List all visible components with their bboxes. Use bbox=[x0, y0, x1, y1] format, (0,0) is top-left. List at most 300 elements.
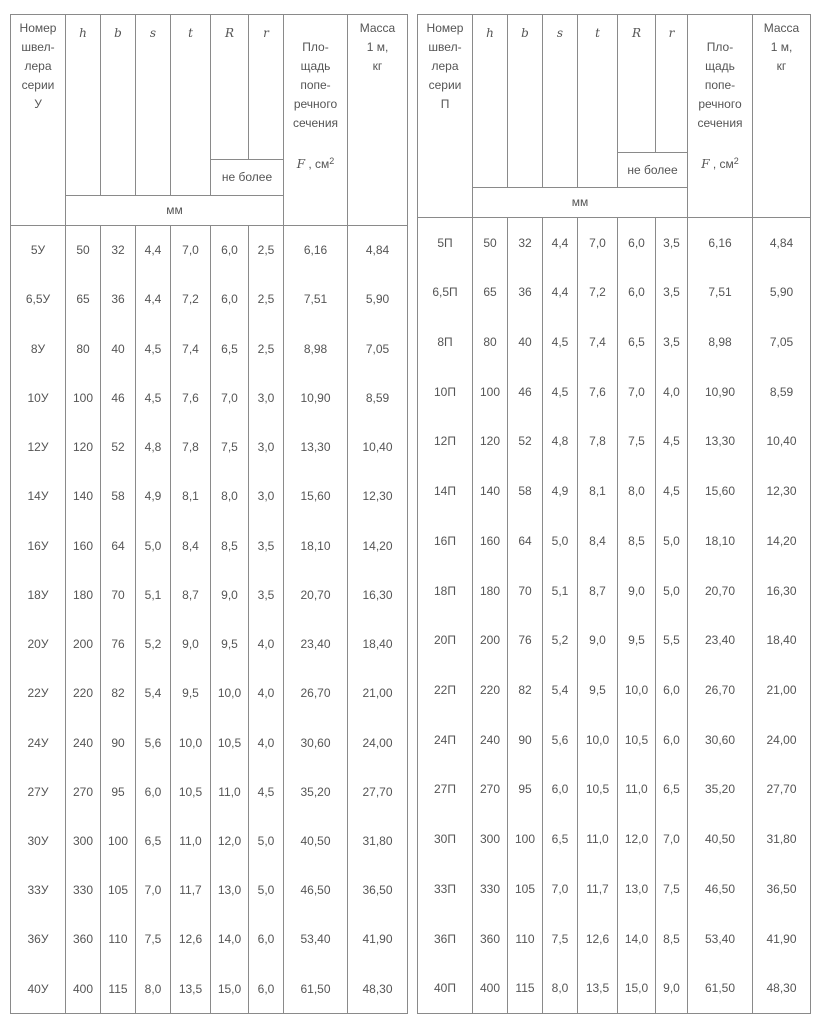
cell-r: 4,5 bbox=[656, 466, 688, 516]
cell-b: 105 bbox=[508, 864, 543, 914]
cell-mass: 5,90 bbox=[348, 275, 408, 324]
table-row bbox=[418, 914, 811, 964]
cell-number: 20У bbox=[11, 619, 66, 668]
cell-number: 14П bbox=[418, 466, 473, 516]
cell-r: 5,0 bbox=[249, 866, 284, 915]
cell-number: 27П bbox=[418, 765, 473, 815]
cell-area: 46,50 bbox=[688, 864, 753, 914]
cell-t: 13,5 bbox=[578, 964, 618, 1014]
cell-R: 7,0 bbox=[618, 367, 656, 417]
cell-s: 5,0 bbox=[543, 516, 578, 566]
cell-h: 65 bbox=[473, 267, 508, 317]
cell-number: 40П bbox=[418, 964, 473, 1014]
cell-s: 5,4 bbox=[543, 665, 578, 715]
cell-area: 30,60 bbox=[688, 715, 753, 765]
cell-mass: 8,59 bbox=[348, 373, 408, 422]
cell-mass: 18,40 bbox=[348, 619, 408, 668]
cell-mass: 16,30 bbox=[348, 570, 408, 619]
cell-area: 6,16 bbox=[688, 218, 753, 268]
cell-t: 7,8 bbox=[171, 422, 211, 471]
cell-R: 10,5 bbox=[618, 715, 656, 765]
cell-t: 10,0 bbox=[171, 718, 211, 767]
header-no-more: не более bbox=[618, 153, 688, 188]
cell-t: 7,8 bbox=[578, 416, 618, 466]
cell-s: 5,0 bbox=[136, 521, 171, 570]
cell-b: 100 bbox=[508, 814, 543, 864]
cell-t: 11,0 bbox=[578, 814, 618, 864]
cell-b: 105 bbox=[101, 866, 136, 915]
cell-mass: 31,80 bbox=[348, 816, 408, 865]
cell-number: 24У bbox=[11, 718, 66, 767]
cell-t: 9,5 bbox=[171, 669, 211, 718]
cell-b: 64 bbox=[508, 516, 543, 566]
table-row bbox=[11, 472, 408, 521]
cell-r: 4,0 bbox=[249, 619, 284, 668]
cell-t: 11,0 bbox=[171, 816, 211, 865]
cell-area: 13,30 bbox=[688, 416, 753, 466]
header-number: Номер швел- лера серии У bbox=[11, 15, 66, 226]
cell-area: 23,40 bbox=[688, 615, 753, 665]
cell-s: 4,8 bbox=[136, 422, 171, 471]
cell-R: 8,5 bbox=[618, 516, 656, 566]
cell-t: 8,7 bbox=[171, 570, 211, 619]
header-no-more: не более bbox=[211, 159, 284, 195]
cell-r: 4,5 bbox=[656, 416, 688, 466]
cell-number: 40У bbox=[11, 964, 66, 1013]
cell-t: 9,0 bbox=[171, 619, 211, 668]
cell-h: 240 bbox=[66, 718, 101, 767]
cell-R: 9,0 bbox=[618, 566, 656, 616]
header-area-unit: , см bbox=[305, 157, 330, 171]
cell-mass: 27,70 bbox=[753, 765, 811, 815]
table-row bbox=[11, 669, 408, 718]
cell-t: 12,6 bbox=[171, 915, 211, 964]
cell-r: 7,5 bbox=[656, 864, 688, 914]
cell-s: 4,4 bbox=[543, 218, 578, 268]
cell-s: 6,0 bbox=[543, 765, 578, 815]
cell-t: 7,2 bbox=[171, 275, 211, 324]
cell-mass: 14,20 bbox=[753, 516, 811, 566]
cell-area: 20,70 bbox=[688, 566, 753, 616]
cell-mass: 10,40 bbox=[753, 416, 811, 466]
cell-number: 6,5П bbox=[418, 267, 473, 317]
cell-number: 36П bbox=[418, 914, 473, 964]
cell-mass: 7,05 bbox=[753, 317, 811, 367]
cell-b: 32 bbox=[101, 226, 136, 275]
cell-s: 7,5 bbox=[136, 915, 171, 964]
cell-b: 40 bbox=[101, 324, 136, 373]
cell-mass: 12,30 bbox=[348, 472, 408, 521]
cell-mass: 4,84 bbox=[348, 226, 408, 275]
table-row bbox=[418, 964, 811, 1014]
cell-mass: 27,70 bbox=[348, 767, 408, 816]
cell-area: 18,10 bbox=[688, 516, 753, 566]
cell-b: 95 bbox=[101, 767, 136, 816]
cell-number: 16П bbox=[418, 516, 473, 566]
cell-r: 3,5 bbox=[656, 317, 688, 367]
cell-mass: 4,84 bbox=[753, 218, 811, 268]
header-area-label: Пло- щадь попе- речного сечения bbox=[697, 40, 743, 130]
cell-number: 18У bbox=[11, 570, 66, 619]
cell-area: 30,60 bbox=[284, 718, 348, 767]
cell-t: 7,2 bbox=[578, 267, 618, 317]
cell-b: 58 bbox=[508, 466, 543, 516]
cell-area: 61,50 bbox=[284, 964, 348, 1013]
channel-table-series-p bbox=[417, 14, 811, 1014]
header-t: t bbox=[578, 15, 618, 188]
header-h: h bbox=[66, 15, 101, 196]
cell-R: 6,0 bbox=[618, 218, 656, 268]
cell-s: 4,5 bbox=[543, 367, 578, 417]
cell-s: 4,9 bbox=[136, 472, 171, 521]
cell-R: 8,5 bbox=[211, 521, 249, 570]
cell-h: 160 bbox=[473, 516, 508, 566]
cell-r: 6,0 bbox=[249, 964, 284, 1013]
cell-r: 4,0 bbox=[656, 367, 688, 417]
cell-area: 18,10 bbox=[284, 521, 348, 570]
cell-number: 24П bbox=[418, 715, 473, 765]
cell-area: 8,98 bbox=[284, 324, 348, 373]
cell-mass: 5,90 bbox=[753, 267, 811, 317]
cell-h: 220 bbox=[473, 665, 508, 715]
cell-b: 32 bbox=[508, 218, 543, 268]
cell-area: 46,50 bbox=[284, 866, 348, 915]
cell-t: 8,4 bbox=[171, 521, 211, 570]
cell-h: 140 bbox=[473, 466, 508, 516]
cell-h: 180 bbox=[473, 566, 508, 616]
cell-R: 8,0 bbox=[211, 472, 249, 521]
table-row bbox=[11, 373, 408, 422]
cell-area: 10,90 bbox=[284, 373, 348, 422]
cell-r: 5,5 bbox=[656, 615, 688, 665]
table-row bbox=[418, 267, 811, 317]
cell-mass: 41,90 bbox=[753, 914, 811, 964]
table-row bbox=[11, 521, 408, 570]
cell-number: 22У bbox=[11, 669, 66, 718]
cell-s: 6,0 bbox=[136, 767, 171, 816]
cell-mass: 36,50 bbox=[348, 866, 408, 915]
cell-R: 10,0 bbox=[618, 665, 656, 715]
cell-b: 52 bbox=[101, 422, 136, 471]
table-row bbox=[11, 866, 408, 915]
cell-area: 40,50 bbox=[284, 816, 348, 865]
cell-r: 3,0 bbox=[249, 422, 284, 471]
cell-number: 5П bbox=[418, 218, 473, 268]
cell-area: 7,51 bbox=[284, 275, 348, 324]
header-h: h bbox=[473, 15, 508, 188]
cell-h: 100 bbox=[473, 367, 508, 417]
cell-t: 8,1 bbox=[578, 466, 618, 516]
table-row bbox=[11, 619, 408, 668]
header-unit-mm: мм bbox=[66, 195, 284, 225]
header-r: r bbox=[249, 15, 284, 160]
cell-b: 76 bbox=[101, 619, 136, 668]
cell-b: 40 bbox=[508, 317, 543, 367]
cell-h: 400 bbox=[473, 964, 508, 1014]
cell-r: 9,0 bbox=[656, 964, 688, 1014]
cell-R: 11,0 bbox=[618, 765, 656, 815]
cell-h: 120 bbox=[473, 416, 508, 466]
cell-mass: 31,80 bbox=[753, 814, 811, 864]
cell-r: 2,5 bbox=[249, 226, 284, 275]
cell-number: 12П bbox=[418, 416, 473, 466]
cell-h: 50 bbox=[473, 218, 508, 268]
cell-h: 360 bbox=[66, 915, 101, 964]
header-s: s bbox=[136, 15, 171, 196]
table-row bbox=[418, 615, 811, 665]
table-row bbox=[418, 218, 811, 268]
table-row bbox=[418, 765, 811, 815]
cell-t: 7,6 bbox=[171, 373, 211, 422]
header-mass: Масса 1 м, кг bbox=[348, 15, 408, 226]
cell-h: 300 bbox=[473, 814, 508, 864]
cell-number: 16У bbox=[11, 521, 66, 570]
cell-R: 15,0 bbox=[618, 964, 656, 1014]
table-body bbox=[418, 218, 811, 1014]
cell-area: 20,70 bbox=[284, 570, 348, 619]
table-row bbox=[11, 422, 408, 471]
cell-s: 4,9 bbox=[543, 466, 578, 516]
cell-r: 3,5 bbox=[656, 267, 688, 317]
cell-number: 8У bbox=[11, 324, 66, 373]
cell-s: 5,6 bbox=[136, 718, 171, 767]
cell-s: 6,5 bbox=[136, 816, 171, 865]
cell-t: 9,5 bbox=[578, 665, 618, 715]
cell-r: 4,0 bbox=[249, 718, 284, 767]
cell-h: 80 bbox=[66, 324, 101, 373]
cell-b: 100 bbox=[101, 816, 136, 865]
cell-R: 10,5 bbox=[211, 718, 249, 767]
cell-area: 13,30 bbox=[284, 422, 348, 471]
cell-s: 7,0 bbox=[136, 866, 171, 915]
cell-R: 8,0 bbox=[618, 466, 656, 516]
cell-b: 46 bbox=[508, 367, 543, 417]
cell-b: 82 bbox=[101, 669, 136, 718]
cell-number: 20П bbox=[418, 615, 473, 665]
cell-r: 6,0 bbox=[656, 665, 688, 715]
cell-area: 53,40 bbox=[688, 914, 753, 964]
cell-r: 6,0 bbox=[656, 715, 688, 765]
table-row bbox=[11, 718, 408, 767]
cell-R: 14,0 bbox=[211, 915, 249, 964]
cell-b: 90 bbox=[508, 715, 543, 765]
cell-h: 400 bbox=[66, 964, 101, 1013]
table-row bbox=[418, 367, 811, 417]
cell-s: 5,1 bbox=[543, 566, 578, 616]
table-row bbox=[418, 516, 811, 566]
cell-r: 3,5 bbox=[249, 570, 284, 619]
cell-mass: 18,40 bbox=[753, 615, 811, 665]
cell-number: 27У bbox=[11, 767, 66, 816]
table-row bbox=[418, 466, 811, 516]
cell-b: 36 bbox=[101, 275, 136, 324]
cell-area: 61,50 bbox=[688, 964, 753, 1014]
cell-number: 33У bbox=[11, 866, 66, 915]
cell-s: 4,5 bbox=[136, 373, 171, 422]
cell-t: 9,0 bbox=[578, 615, 618, 665]
header-s: s bbox=[543, 15, 578, 188]
cell-b: 110 bbox=[508, 914, 543, 964]
header-b: b bbox=[508, 15, 543, 188]
cell-t: 13,5 bbox=[171, 964, 211, 1013]
cell-r: 8,5 bbox=[656, 914, 688, 964]
cell-R: 6,5 bbox=[211, 324, 249, 373]
table-row bbox=[418, 566, 811, 616]
cell-t: 11,7 bbox=[578, 864, 618, 914]
cell-area: 10,90 bbox=[688, 367, 753, 417]
cell-h: 200 bbox=[473, 615, 508, 665]
cell-r: 3,5 bbox=[656, 218, 688, 268]
cell-number: 22П bbox=[418, 665, 473, 715]
cell-s: 4,8 bbox=[543, 416, 578, 466]
cell-h: 360 bbox=[473, 914, 508, 964]
cell-s: 8,0 bbox=[136, 964, 171, 1013]
cell-area: 26,70 bbox=[284, 669, 348, 718]
cell-r: 4,0 bbox=[249, 669, 284, 718]
cell-number: 5У bbox=[11, 226, 66, 275]
cell-s: 7,0 bbox=[543, 864, 578, 914]
table-body bbox=[11, 226, 408, 1014]
cell-b: 76 bbox=[508, 615, 543, 665]
cell-t: 7,4 bbox=[578, 317, 618, 367]
cell-mass: 16,30 bbox=[753, 566, 811, 616]
cell-number: 30У bbox=[11, 816, 66, 865]
header-area-symbol: F bbox=[296, 157, 306, 171]
cell-mass: 36,50 bbox=[753, 864, 811, 914]
cell-mass: 14,20 bbox=[348, 521, 408, 570]
header-number: Номер швел- лера серии П bbox=[418, 15, 473, 218]
cell-area: 15,60 bbox=[284, 472, 348, 521]
cell-t: 7,0 bbox=[171, 226, 211, 275]
cell-b: 115 bbox=[101, 964, 136, 1013]
table-row bbox=[418, 665, 811, 715]
cell-number: 36У bbox=[11, 915, 66, 964]
cell-t: 10,5 bbox=[578, 765, 618, 815]
cell-h: 220 bbox=[66, 669, 101, 718]
cell-number: 30П bbox=[418, 814, 473, 864]
cell-R: 15,0 bbox=[211, 964, 249, 1013]
cell-mass: 24,00 bbox=[348, 718, 408, 767]
header-area-unit: , см bbox=[709, 157, 734, 171]
cell-area: 6,16 bbox=[284, 226, 348, 275]
cell-r: 5,0 bbox=[249, 816, 284, 865]
cell-R: 7,0 bbox=[211, 373, 249, 422]
cell-b: 36 bbox=[508, 267, 543, 317]
cell-h: 330 bbox=[473, 864, 508, 914]
cell-mass: 41,90 bbox=[348, 915, 408, 964]
cell-b: 64 bbox=[101, 521, 136, 570]
cell-s: 5,1 bbox=[136, 570, 171, 619]
cell-mass: 8,59 bbox=[753, 367, 811, 417]
cell-s: 5,4 bbox=[136, 669, 171, 718]
cell-t: 11,7 bbox=[171, 866, 211, 915]
cell-R: 9,0 bbox=[211, 570, 249, 619]
cell-t: 12,6 bbox=[578, 914, 618, 964]
table-row bbox=[418, 317, 811, 367]
cell-r: 5,0 bbox=[656, 516, 688, 566]
cell-b: 82 bbox=[508, 665, 543, 715]
cell-number: 8П bbox=[418, 317, 473, 367]
header-t: t bbox=[171, 15, 211, 196]
cell-area: 53,40 bbox=[284, 915, 348, 964]
cell-mass: 10,40 bbox=[348, 422, 408, 471]
cell-b: 95 bbox=[508, 765, 543, 815]
cell-r: 7,0 bbox=[656, 814, 688, 864]
cell-number: 10П bbox=[418, 367, 473, 417]
cell-r: 3,0 bbox=[249, 472, 284, 521]
cell-number: 14У bbox=[11, 472, 66, 521]
table-row bbox=[11, 570, 408, 619]
cell-r: 5,0 bbox=[656, 566, 688, 616]
cell-h: 300 bbox=[66, 816, 101, 865]
table-row bbox=[418, 864, 811, 914]
cell-b: 52 bbox=[508, 416, 543, 466]
cell-r: 3,0 bbox=[249, 373, 284, 422]
header-area bbox=[688, 15, 753, 218]
header-area-power: 2 bbox=[329, 156, 335, 166]
header-R: R bbox=[211, 15, 249, 160]
channel-table-series-u bbox=[10, 14, 408, 1014]
cell-t: 8,7 bbox=[578, 566, 618, 616]
cell-mass: 12,30 bbox=[753, 466, 811, 516]
cell-h: 180 bbox=[66, 570, 101, 619]
cell-h: 240 bbox=[473, 715, 508, 765]
cell-t: 8,1 bbox=[171, 472, 211, 521]
cell-h: 50 bbox=[66, 226, 101, 275]
cell-s: 5,2 bbox=[543, 615, 578, 665]
cell-h: 270 bbox=[66, 767, 101, 816]
cell-mass: 24,00 bbox=[753, 715, 811, 765]
table-row bbox=[11, 964, 408, 1013]
cell-h: 80 bbox=[473, 317, 508, 367]
cell-s: 5,6 bbox=[543, 715, 578, 765]
cell-R: 6,0 bbox=[618, 267, 656, 317]
header-R: R bbox=[618, 15, 656, 153]
cell-area: 7,51 bbox=[688, 267, 753, 317]
cell-mass: 48,30 bbox=[348, 964, 408, 1013]
table-row bbox=[418, 715, 811, 765]
cell-R: 12,0 bbox=[618, 814, 656, 864]
cell-number: 12У bbox=[11, 422, 66, 471]
header-mass: Масса 1 м, кг bbox=[753, 15, 811, 218]
cell-R: 6,5 bbox=[618, 317, 656, 367]
cell-b: 70 bbox=[508, 566, 543, 616]
table-row bbox=[11, 275, 408, 324]
cell-R: 10,0 bbox=[211, 669, 249, 718]
cell-s: 4,4 bbox=[543, 267, 578, 317]
table-row bbox=[418, 814, 811, 864]
cell-R: 9,5 bbox=[211, 619, 249, 668]
cell-t: 8,4 bbox=[578, 516, 618, 566]
cell-R: 13,0 bbox=[211, 866, 249, 915]
cell-r: 6,5 bbox=[656, 765, 688, 815]
cell-t: 10,5 bbox=[171, 767, 211, 816]
cell-R: 7,5 bbox=[211, 422, 249, 471]
cell-area: 40,50 bbox=[688, 814, 753, 864]
cell-number: 6,5У bbox=[11, 275, 66, 324]
header-area bbox=[284, 15, 348, 226]
cell-r: 4,5 bbox=[249, 767, 284, 816]
cell-mass: 21,00 bbox=[753, 665, 811, 715]
table-row bbox=[11, 915, 408, 964]
header-b: b bbox=[101, 15, 136, 196]
cell-area: 15,60 bbox=[688, 466, 753, 516]
cell-R: 11,0 bbox=[211, 767, 249, 816]
cell-area: 26,70 bbox=[688, 665, 753, 715]
table-row bbox=[11, 767, 408, 816]
cell-r: 2,5 bbox=[249, 275, 284, 324]
cell-s: 7,5 bbox=[543, 914, 578, 964]
